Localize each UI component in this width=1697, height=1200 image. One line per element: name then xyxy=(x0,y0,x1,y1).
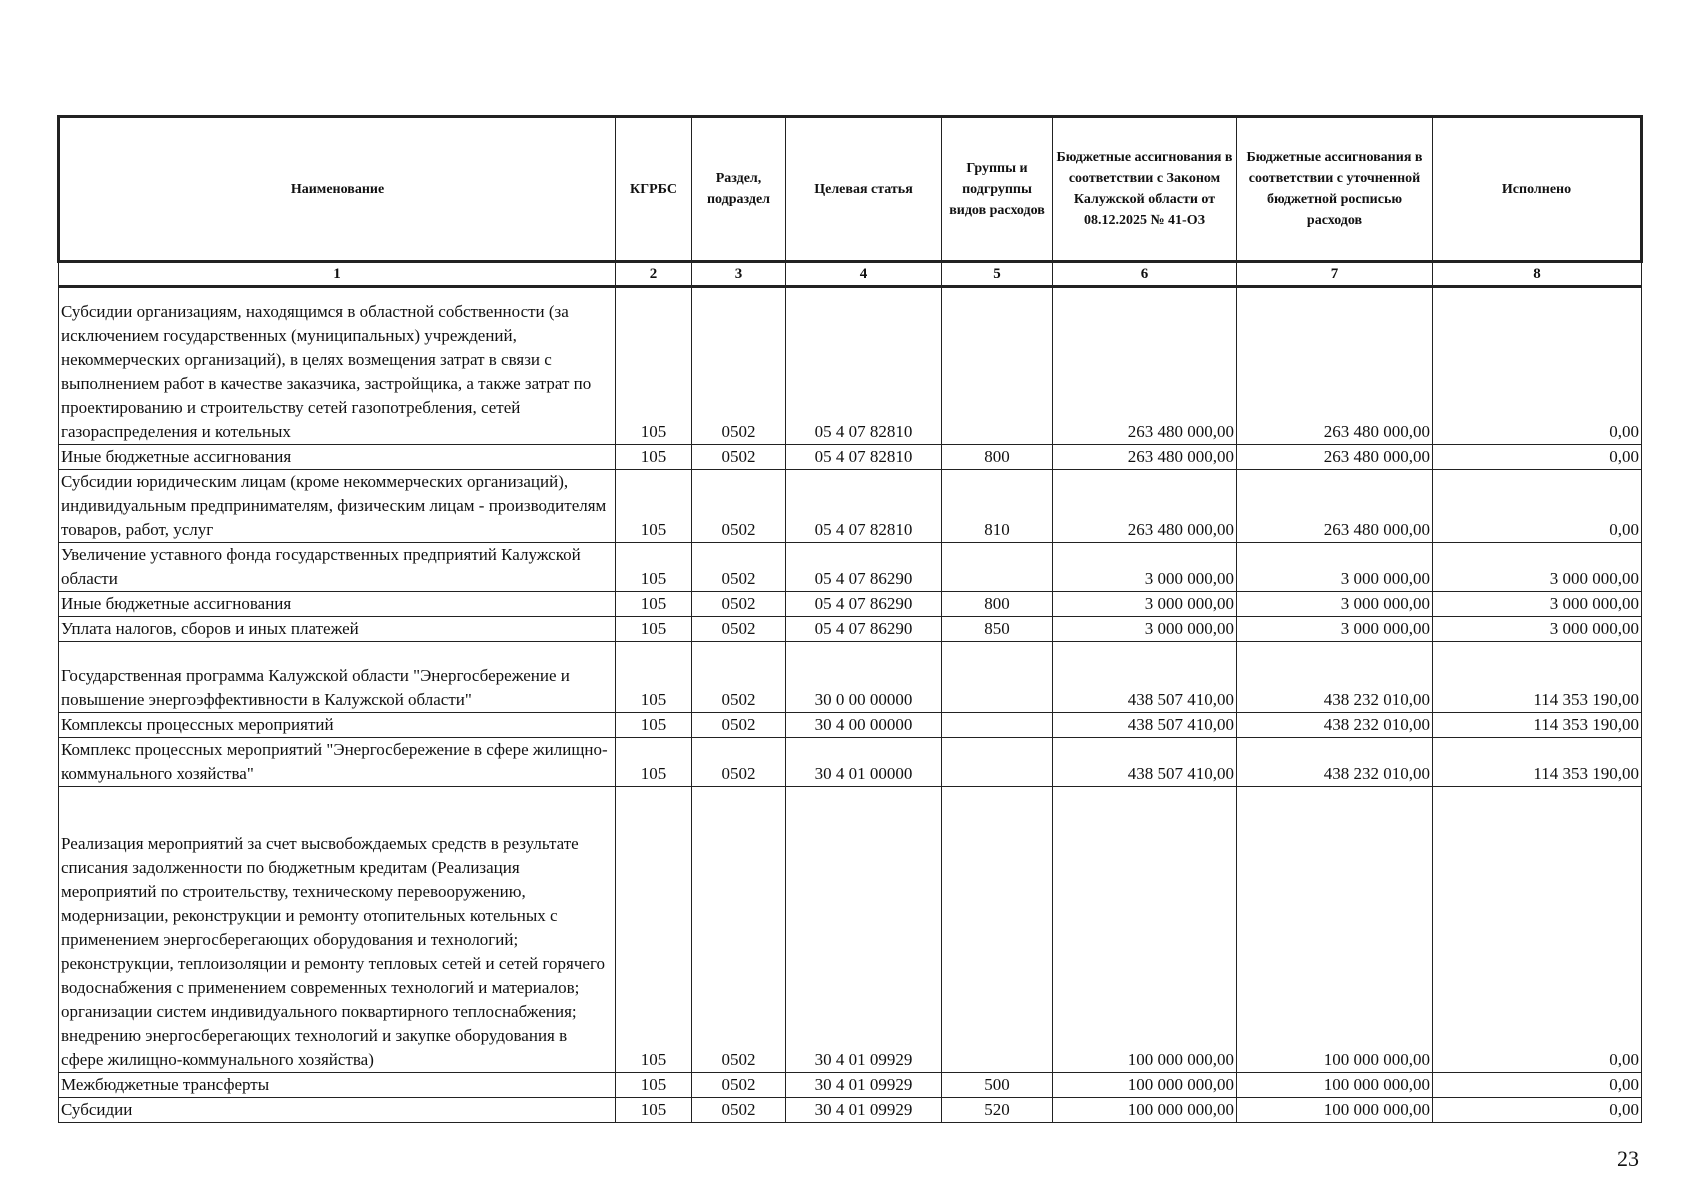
table-row xyxy=(59,1098,1642,1123)
row-law-amount: 438 507 410,00 xyxy=(1053,713,1237,738)
row-law-amount: 438 507 410,00 xyxy=(1053,738,1237,787)
row-refined-amount: 263 480 000,00 xyxy=(1237,287,1433,445)
row-target: 30 4 00 00000 xyxy=(786,713,942,738)
row-kgrbs: 105 xyxy=(616,787,692,1073)
row-executed-amount: 0,00 xyxy=(1433,470,1642,543)
row-kgrbs: 105 xyxy=(616,592,692,617)
row-refined-amount: 3 000 000,00 xyxy=(1237,617,1433,642)
row-group xyxy=(942,287,1053,445)
header-name: Наименование xyxy=(59,117,616,262)
row-name: Комплексы процессных мероприятий xyxy=(59,713,616,738)
row-refined-amount: 3 000 000,00 xyxy=(1237,592,1433,617)
row-group xyxy=(942,738,1053,787)
row-executed-amount: 0,00 xyxy=(1433,1098,1642,1123)
row-group: 520 xyxy=(942,1098,1053,1123)
column-number: 8 xyxy=(1433,262,1642,287)
row-target: 05 4 07 82810 xyxy=(786,470,942,543)
row-group xyxy=(942,713,1053,738)
row-section: 0502 xyxy=(692,642,786,713)
column-number: 2 xyxy=(616,262,692,287)
header-expense-group: Группы и подгруппы видов расходов xyxy=(942,117,1053,262)
header-law-allocation: Бюджетные ассигнования в соответствии с Законом Калужской области от 08.12.2025 № 41-ОЗ xyxy=(1053,117,1237,262)
row-refined-amount: 100 000 000,00 xyxy=(1237,787,1433,1073)
row-refined-amount: 438 232 010,00 xyxy=(1237,642,1433,713)
row-law-amount: 100 000 000,00 xyxy=(1053,1073,1237,1098)
row-target: 05 4 07 86290 xyxy=(786,592,942,617)
row-name: Реализация мероприятий за счет высвобождаемых средств в результате списания задолженности по бюджетным кредитам (Реализация мероприятий по строительству, техническому перевооружению, модернизации, реконструкции и ремонту отопительных котельных с применением энергосберегающих оборудования и технологий; реконструкции, теплоизоляции и ремонту тепловых сетей и сетей горячего водоснабжения с применением современных технологий и материалов; организации систем индивидуального поквартирного теплоснабжения; внедрению энергосберегающих технологий и закупке оборудования в сфере жилищно-коммунального хозяйства) xyxy=(59,787,616,1073)
row-executed-amount: 0,00 xyxy=(1433,1073,1642,1098)
row-kgrbs: 105 xyxy=(616,287,692,445)
row-law-amount: 100 000 000,00 xyxy=(1053,1098,1237,1123)
table-row xyxy=(59,642,1642,713)
row-group xyxy=(942,642,1053,713)
row-kgrbs: 105 xyxy=(616,543,692,592)
row-kgrbs: 105 xyxy=(616,617,692,642)
row-group: 500 xyxy=(942,1073,1053,1098)
row-target: 05 4 07 86290 xyxy=(786,617,942,642)
row-section: 0502 xyxy=(692,470,786,543)
row-refined-amount: 438 232 010,00 xyxy=(1237,713,1433,738)
header-row xyxy=(59,117,1642,262)
row-refined-amount: 438 232 010,00 xyxy=(1237,738,1433,787)
row-refined-amount: 263 480 000,00 xyxy=(1237,470,1433,543)
row-kgrbs: 105 xyxy=(616,1073,692,1098)
row-section: 0502 xyxy=(692,787,786,1073)
header-kgrbs: КГРБС xyxy=(616,117,692,262)
row-executed-amount: 114 353 190,00 xyxy=(1433,713,1642,738)
row-section: 0502 xyxy=(692,445,786,470)
row-section: 0502 xyxy=(692,1098,786,1123)
row-target: 05 4 07 86290 xyxy=(786,543,942,592)
table-row xyxy=(59,713,1642,738)
row-name: Иные бюджетные ассигнования xyxy=(59,592,616,617)
row-group: 800 xyxy=(942,592,1053,617)
table-row xyxy=(59,592,1642,617)
table-row xyxy=(59,738,1642,787)
row-name: Межбюджетные трансферты xyxy=(59,1073,616,1098)
row-section: 0502 xyxy=(692,617,786,642)
column-number: 4 xyxy=(786,262,942,287)
row-section: 0502 xyxy=(692,543,786,592)
row-refined-amount: 263 480 000,00 xyxy=(1237,445,1433,470)
table-row xyxy=(59,787,1642,1073)
row-group: 810 xyxy=(942,470,1053,543)
header-section: Раздел, подраздел xyxy=(692,117,786,262)
row-name: Субсидии организациям, находящимся в областной собственности (за исключением государственных (муниципальных) учреждений, некоммерческих организаций), в целях возмещения затрат в связи с выполнением работ в качестве заказчика, застройщика, а также затрат по проектированию и строительству сетей газопотребления, сетей газораспределения и котельных xyxy=(59,287,616,445)
row-name: Комплекс процессных мероприятий "Энергосбережение в сфере жилищно-коммунального хозяйства" xyxy=(59,738,616,787)
column-number: 6 xyxy=(1053,262,1237,287)
row-executed-amount: 3 000 000,00 xyxy=(1433,592,1642,617)
row-target: 30 0 00 00000 xyxy=(786,642,942,713)
column-number: 3 xyxy=(692,262,786,287)
row-section: 0502 xyxy=(692,287,786,445)
row-name: Уплата налогов, сборов и иных платежей xyxy=(59,617,616,642)
row-kgrbs: 105 xyxy=(616,470,692,543)
row-executed-amount: 114 353 190,00 xyxy=(1433,738,1642,787)
row-section: 0502 xyxy=(692,738,786,787)
row-law-amount: 438 507 410,00 xyxy=(1053,642,1237,713)
row-group xyxy=(942,787,1053,1073)
row-group xyxy=(942,543,1053,592)
row-name: Субсидии юридическим лицам (кроме некоммерческих организаций), индивидуальным предпринимателям, физическим лицам - производителям товаров, работ, услуг xyxy=(59,470,616,543)
row-target: 30 4 01 09929 xyxy=(786,1098,942,1123)
row-section: 0502 xyxy=(692,713,786,738)
row-target: 05 4 07 82810 xyxy=(786,445,942,470)
row-executed-amount: 0,00 xyxy=(1433,287,1642,445)
column-number: 5 xyxy=(942,262,1053,287)
row-kgrbs: 105 xyxy=(616,642,692,713)
row-target: 30 4 01 09929 xyxy=(786,787,942,1073)
row-law-amount: 3 000 000,00 xyxy=(1053,592,1237,617)
row-kgrbs: 105 xyxy=(616,738,692,787)
row-section: 0502 xyxy=(692,592,786,617)
table-row xyxy=(59,287,1642,445)
row-executed-amount: 3 000 000,00 xyxy=(1433,617,1642,642)
row-name: Субсидии xyxy=(59,1098,616,1123)
table-row xyxy=(59,543,1642,592)
row-law-amount: 263 480 000,00 xyxy=(1053,470,1237,543)
header-refined-allocation: Бюджетные ассигнования в соответствии с уточненной бюджетной росписью расходов xyxy=(1237,117,1433,262)
row-executed-amount: 114 353 190,00 xyxy=(1433,642,1642,713)
header-executed: Исполнено xyxy=(1433,117,1642,262)
row-kgrbs: 105 xyxy=(616,713,692,738)
table-row xyxy=(59,617,1642,642)
row-law-amount: 3 000 000,00 xyxy=(1053,617,1237,642)
row-name: Государственная программа Калужской области "Энергосбережение и повышение энергоэффективности в Калужской области" xyxy=(59,642,616,713)
column-number: 1 xyxy=(59,262,616,287)
row-name: Иные бюджетные ассигнования xyxy=(59,445,616,470)
column-number-row xyxy=(59,262,1642,287)
budget-table xyxy=(57,115,1643,1123)
budget-table-sheet xyxy=(57,115,1640,1123)
row-group: 850 xyxy=(942,617,1053,642)
row-executed-amount: 3 000 000,00 xyxy=(1433,543,1642,592)
table-row xyxy=(59,1073,1642,1098)
table-row xyxy=(59,445,1642,470)
row-law-amount: 263 480 000,00 xyxy=(1053,287,1237,445)
row-law-amount: 100 000 000,00 xyxy=(1053,787,1237,1073)
row-target: 30 4 01 00000 xyxy=(786,738,942,787)
table-row xyxy=(59,470,1642,543)
page-number: 23 xyxy=(1617,1146,1639,1171)
row-kgrbs: 105 xyxy=(616,1098,692,1123)
row-law-amount: 263 480 000,00 xyxy=(1053,445,1237,470)
row-target: 30 4 01 09929 xyxy=(786,1073,942,1098)
row-law-amount: 3 000 000,00 xyxy=(1053,543,1237,592)
column-number: 7 xyxy=(1237,262,1433,287)
row-refined-amount: 3 000 000,00 xyxy=(1237,543,1433,592)
row-refined-amount: 100 000 000,00 xyxy=(1237,1073,1433,1098)
row-name: Увеличение уставного фонда государственных предприятий Калужской области xyxy=(59,543,616,592)
row-section: 0502 xyxy=(692,1073,786,1098)
row-kgrbs: 105 xyxy=(616,445,692,470)
row-executed-amount: 0,00 xyxy=(1433,787,1642,1073)
row-target: 05 4 07 82810 xyxy=(786,287,942,445)
row-refined-amount: 100 000 000,00 xyxy=(1237,1098,1433,1123)
header-target-article: Целевая статья xyxy=(786,117,942,262)
row-executed-amount: 0,00 xyxy=(1433,445,1642,470)
row-group: 800 xyxy=(942,445,1053,470)
